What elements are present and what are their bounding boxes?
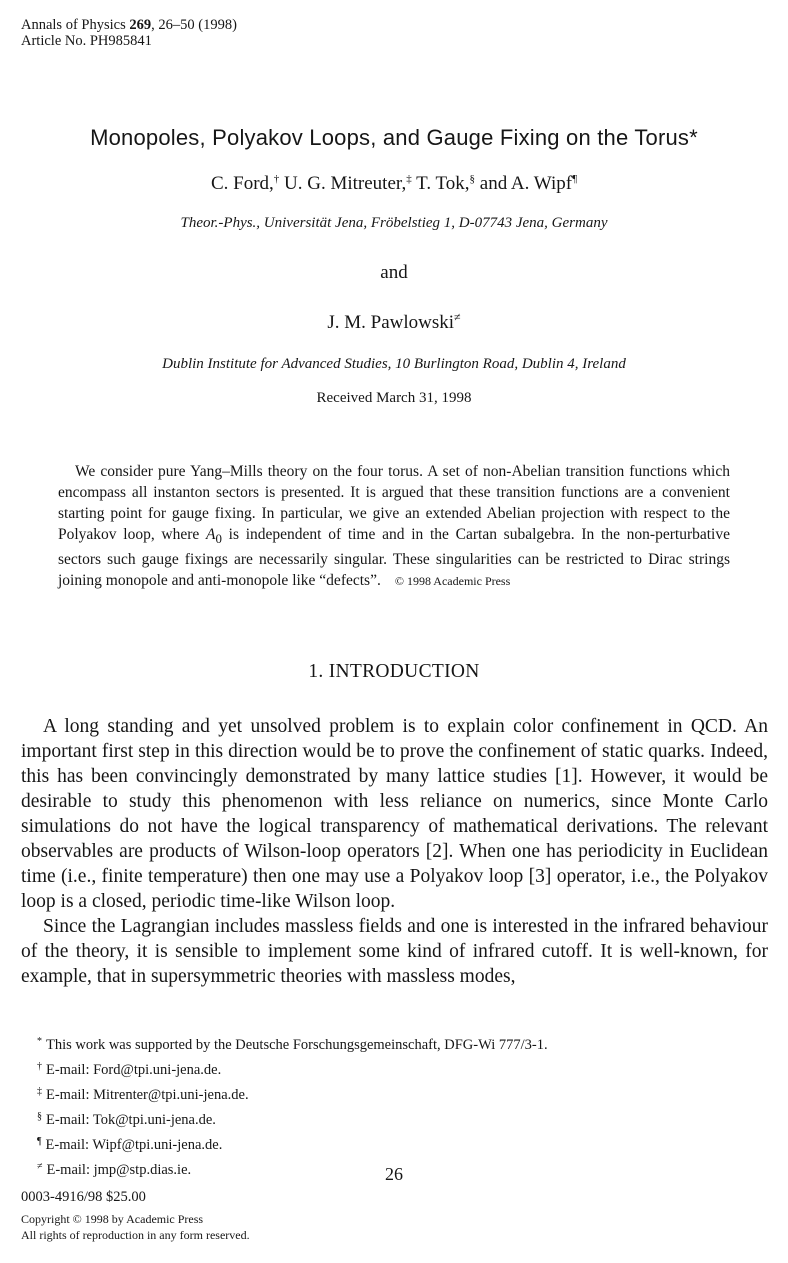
footnote: † E-mail: Ford@tpi.uni-jena.de. [37,1061,222,1078]
footnote-mark: ≠ [37,1161,43,1172]
abstract-copyright: © 1998 Academic Press [394,574,511,589]
section-heading: 1. INTRODUCTION [308,661,480,682]
paper-title: Monopoles, Polyakov Loops, and Gauge Fixing on the Torus* [90,125,698,150]
abstract-text: We consider pure Yang–Mills theory on the four torus. A set of non-Abelian transition functions which encompass all instanton sectors is presented. It is argued that these transition functions are a convenient starting point for gauge fixing. In particular, we give an extended Abelian projection with respect to the Polyakov loop, where $A_0$ is independent of time and in the Cartan subalgebra. In the non-perturbative sectors such gauge fixings are necessarily singular. These singularities can be restricted to Dirac strings joining monopole and anti-monopole like “defects”. © 1998 Academic Press [58,463,730,590]
affiliation-dublin: Dublin Institute for Advanced Studies, 10 Burlington Road, Dublin 4, Ireland [162,356,626,372]
footnote: ≠ E-mail: jmp@stp.dias.ie. [37,1161,192,1178]
footnote: * This work was supported by the Deutsche Forschungsgemeinschaft, DFG-Wi 777/3-1. [37,1036,548,1053]
received-date: Received March 31, 1998 [316,390,472,406]
page-number: 26 [385,1164,403,1184]
footnote-mark: ¶ [572,173,578,185]
and-separator: and [380,262,408,283]
footnotes [37,1031,737,1181]
footnote-mark: † [37,1061,42,1072]
author-list: C. Ford,† U. G. Mitreuter,‡ T. Tok,§ and A. Wipf¶ [210,173,578,194]
footnote-mark: § [37,1111,42,1122]
footnote-mark: § [469,173,476,185]
abstract [58,461,730,592]
second-author: J. M. Pawlowski≠ [327,310,461,333]
paragraph: Since the Lagrangian includes massless fields and one is interested in the infrared behaviour of the theory, it is sensible to implement some kind of infrared cutoff. It is well-known, for example, that in supersymmetric theories with massless modes, [21,916,768,987]
footnote: § E-mail: Tok@tpi.uni-jena.de. [37,1111,216,1128]
affiliation-jena: Theor.-Phys., Universität Jena, Fröbelstieg 1, D-07743 Jena, Germany [180,215,608,231]
journal-citation: Annals of Physics 269, 26–50 (1998) [21,17,237,33]
math-symbol: A [206,526,216,543]
footnote-mark: * [37,1036,42,1047]
journal-volume: 269 [129,17,152,33]
footnote-mark: ‡ [37,1086,42,1097]
math-subscript: 0 [215,531,222,547]
footnote-mark: ¶ [37,1136,42,1147]
article-number: Article No. PH985841 [21,33,152,49]
copyright-notice: Copyright © 1998 by Academic Press All rights of reproduction in any form reserved. [21,1212,250,1242]
footnote-mark: ≠ [454,310,461,324]
paragraph: A long standing and yet unsolved problem is to explain color confinement in QCD. An important first step in this direction would be to prove the confinement of static quarks. Indeed, this has been convincingly demonstrated by many lattice studies [1]. However, it would be desirable to study this phenomenon with less reliance on numerics, since Monte Carlo simulations do not have the logical transparency of mathematical derivations. The relevant observables are products of Wilson-loop operators [2]. When one has periodicity in Euclidean time (i.e., finite temperature) then one may use a Polyakov loop [3] operator, i.e., the Polyakov loop is a closed, periodic time-like Wilson loop. [21,716,768,912]
price-code: 0003-4916/98 $25.00 [21,1189,146,1205]
footnote-mark: † [273,173,280,185]
footnote-mark: ‡ [406,173,412,185]
footnote: ‡ E-mail: Mitrenter@tpi.uni-jena.de. [37,1086,249,1103]
journal-header [21,17,237,49]
footnote: ¶ E-mail: Wipf@tpi.uni-jena.de. [37,1136,223,1153]
introduction-body [21,714,768,989]
